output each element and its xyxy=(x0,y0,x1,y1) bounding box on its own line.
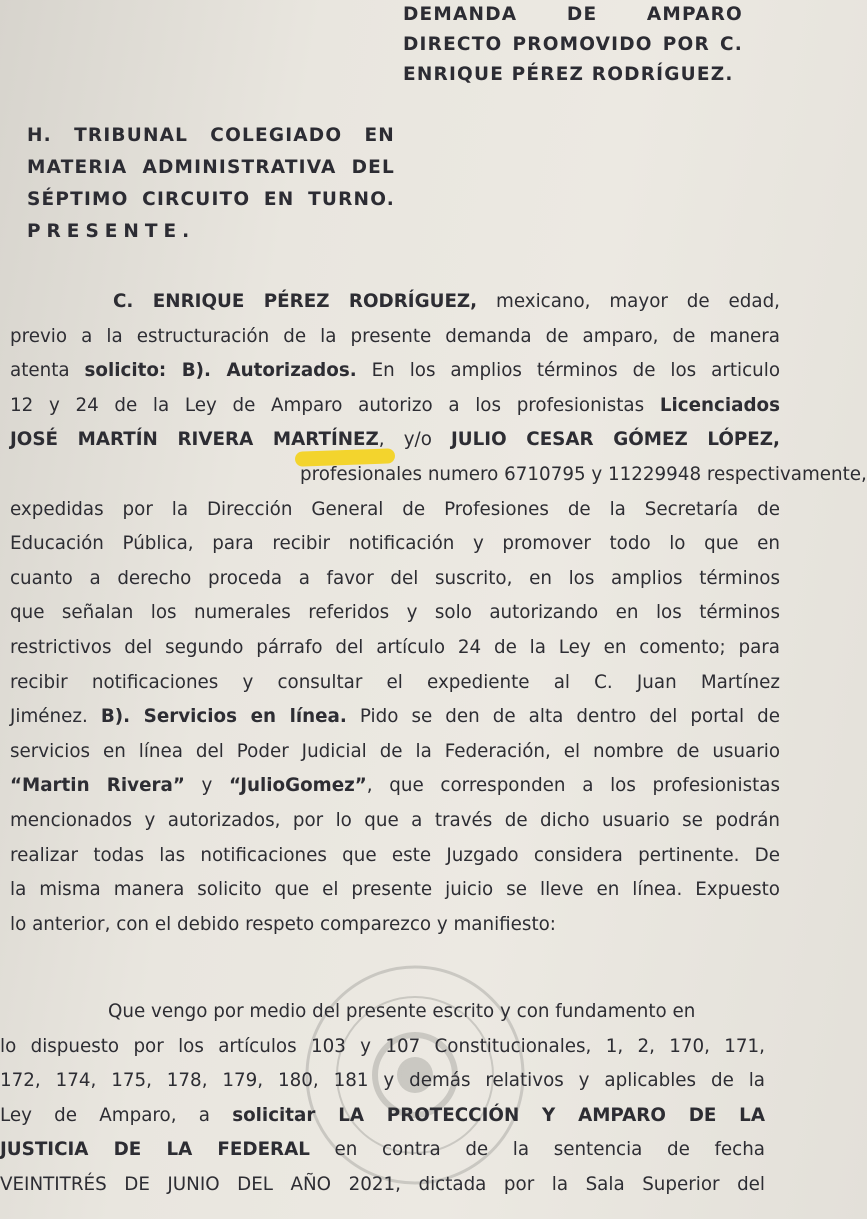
username-2: “JulioGomez” xyxy=(229,775,367,797)
addressee-word: DEL xyxy=(351,157,395,178)
bold-span: JUSTICIA DE LA FEDERAL xyxy=(0,1139,310,1161)
text-line: lo anterior, con el debido respeto comparezco y manifiesto: xyxy=(10,913,556,935)
caption-word: DIRECTO xyxy=(403,34,503,55)
caption-line-3: ENRIQUE PÉREZ RODRÍGUEZ. xyxy=(403,64,734,85)
addressee-block xyxy=(27,120,395,248)
document-caption xyxy=(403,0,743,90)
caption-word: DE xyxy=(566,4,598,25)
text-line: expedidas por la Dirección General de Profesiones de la Secretaría de xyxy=(10,498,780,520)
text-span: , que corresponden a los profesionistas xyxy=(366,775,780,797)
caption-line-1 xyxy=(403,0,743,30)
text-line xyxy=(10,700,780,735)
addressee-word: CIRCUITO xyxy=(142,189,251,210)
text-span: 12 y 24 de la Ley de Amparo autorizo a los profesionistas xyxy=(10,394,660,416)
text-span: en contra de la sentencia de fecha xyxy=(309,1139,765,1161)
petitioner-name: C. ENRIQUE PÉREZ RODRÍGUEZ, xyxy=(113,291,478,312)
caption-word: POR xyxy=(662,34,710,55)
addressee-presente: PRESENTE. xyxy=(27,221,196,242)
username-1: “Martin Rivera” xyxy=(10,775,185,797)
bold-span: solicitar LA PROTECCIÓN Y AMPARO DE LA xyxy=(232,1104,765,1126)
paragraph-authorization xyxy=(10,285,867,942)
text-span: Pido se den de alta dentro del portal de xyxy=(346,706,780,728)
caption-word: PROMOVIDO xyxy=(512,34,653,55)
text-line: que señalan los numerales referidos y solo autorizando en los términos xyxy=(10,602,780,624)
bold-span: B). Servicios en línea. xyxy=(100,706,347,728)
text-line: realizar todas las notificaciones que este Juzgado considera pertinente. De xyxy=(10,844,780,866)
text-line: VEINTITRÉS DE JUNIO DEL AÑO 2021, dictada por la Sala Superior del xyxy=(0,1173,765,1195)
text-line xyxy=(0,1133,765,1168)
addressee-word: EN xyxy=(263,189,295,210)
text-line: cuanto a derecho proceda a favor del suscrito, en los amplios términos xyxy=(10,567,780,589)
text-line: recibir notificaciones y consultar el expediente al C. Juan Martínez xyxy=(10,671,780,693)
addressee-word: ADMINISTRATIVA xyxy=(142,157,337,178)
text-line: servicios en línea del Poder Judicial de la Federación, el nombre de usuario xyxy=(10,740,780,762)
text-line: profesionales numero 6710795 y 11229948 respectivamente, xyxy=(300,463,867,485)
text-span: y xyxy=(184,775,230,797)
caption-word: DEMANDA xyxy=(403,4,518,25)
caption-line-2 xyxy=(403,30,743,60)
addressee-line-3 xyxy=(27,184,395,216)
addressee-word: COLEGIADO xyxy=(210,125,343,146)
addressee-word: H. xyxy=(27,125,52,146)
addressee-word: SÉPTIMO xyxy=(27,189,129,210)
text-line xyxy=(0,1099,765,1134)
text-line: previo a la estructuración de la presente demanda de amparo, de manera xyxy=(10,325,780,347)
attorney-name-1: JOSÉ MARTÍN RIVERA MARTÍNEZ xyxy=(10,429,379,451)
caption-word: AMPARO xyxy=(646,4,743,25)
text-span: mexicano, mayor de edad, xyxy=(477,291,780,312)
text-span: , y/o xyxy=(378,429,451,451)
text-span: En los amplios términos de los articulo xyxy=(356,360,781,382)
text-line: lo dispuesto por los artículos 103 y 107 Constitucionales, 1, 2, 170, 171, xyxy=(0,1035,765,1057)
addressee-line-1 xyxy=(27,120,395,152)
text-line xyxy=(10,423,780,458)
text-span: Ley de Amparo, a xyxy=(0,1104,233,1126)
text-line: Que vengo por medio del presente escrito y con fundamento en xyxy=(108,1001,696,1022)
addressee-word: MATERIA xyxy=(27,157,128,178)
text-line xyxy=(10,769,780,804)
addressee-word: EN xyxy=(364,125,395,146)
text-line: la misma manera solicito que el presente juicio se lleve en línea. Expuesto xyxy=(10,879,780,901)
paragraph-petition xyxy=(0,995,765,1203)
caption-word: C. xyxy=(719,34,743,55)
text-line xyxy=(10,389,780,424)
text-span: Jiménez. xyxy=(10,706,101,728)
addressee-word: TURNO. xyxy=(308,189,395,210)
bold-span: solicito: B). Autorizados. xyxy=(84,360,357,382)
addressee-line-2 xyxy=(27,152,395,184)
attorney-name-2: JULIO CESAR GÓMEZ LÓPEZ, xyxy=(450,429,780,451)
text-line: restrictivos del segundo párrafo del artículo 24 de la Ley en comento; para xyxy=(10,636,780,658)
text-span: atenta xyxy=(10,360,85,382)
bold-span: Licenciados xyxy=(659,394,780,416)
text-line xyxy=(10,285,780,320)
text-line: mencionados y autorizados, por lo que a través de dicho usuario se podrán xyxy=(10,809,780,831)
text-line: 172, 174, 175, 178, 179, 180, 181 y demás relativos y aplicables de la xyxy=(0,1070,765,1092)
addressee-word: TRIBUNAL xyxy=(74,125,189,146)
text-line xyxy=(10,354,780,389)
text-line: Educación Pública, para recibir notificación y promover todo lo que en xyxy=(10,533,780,555)
